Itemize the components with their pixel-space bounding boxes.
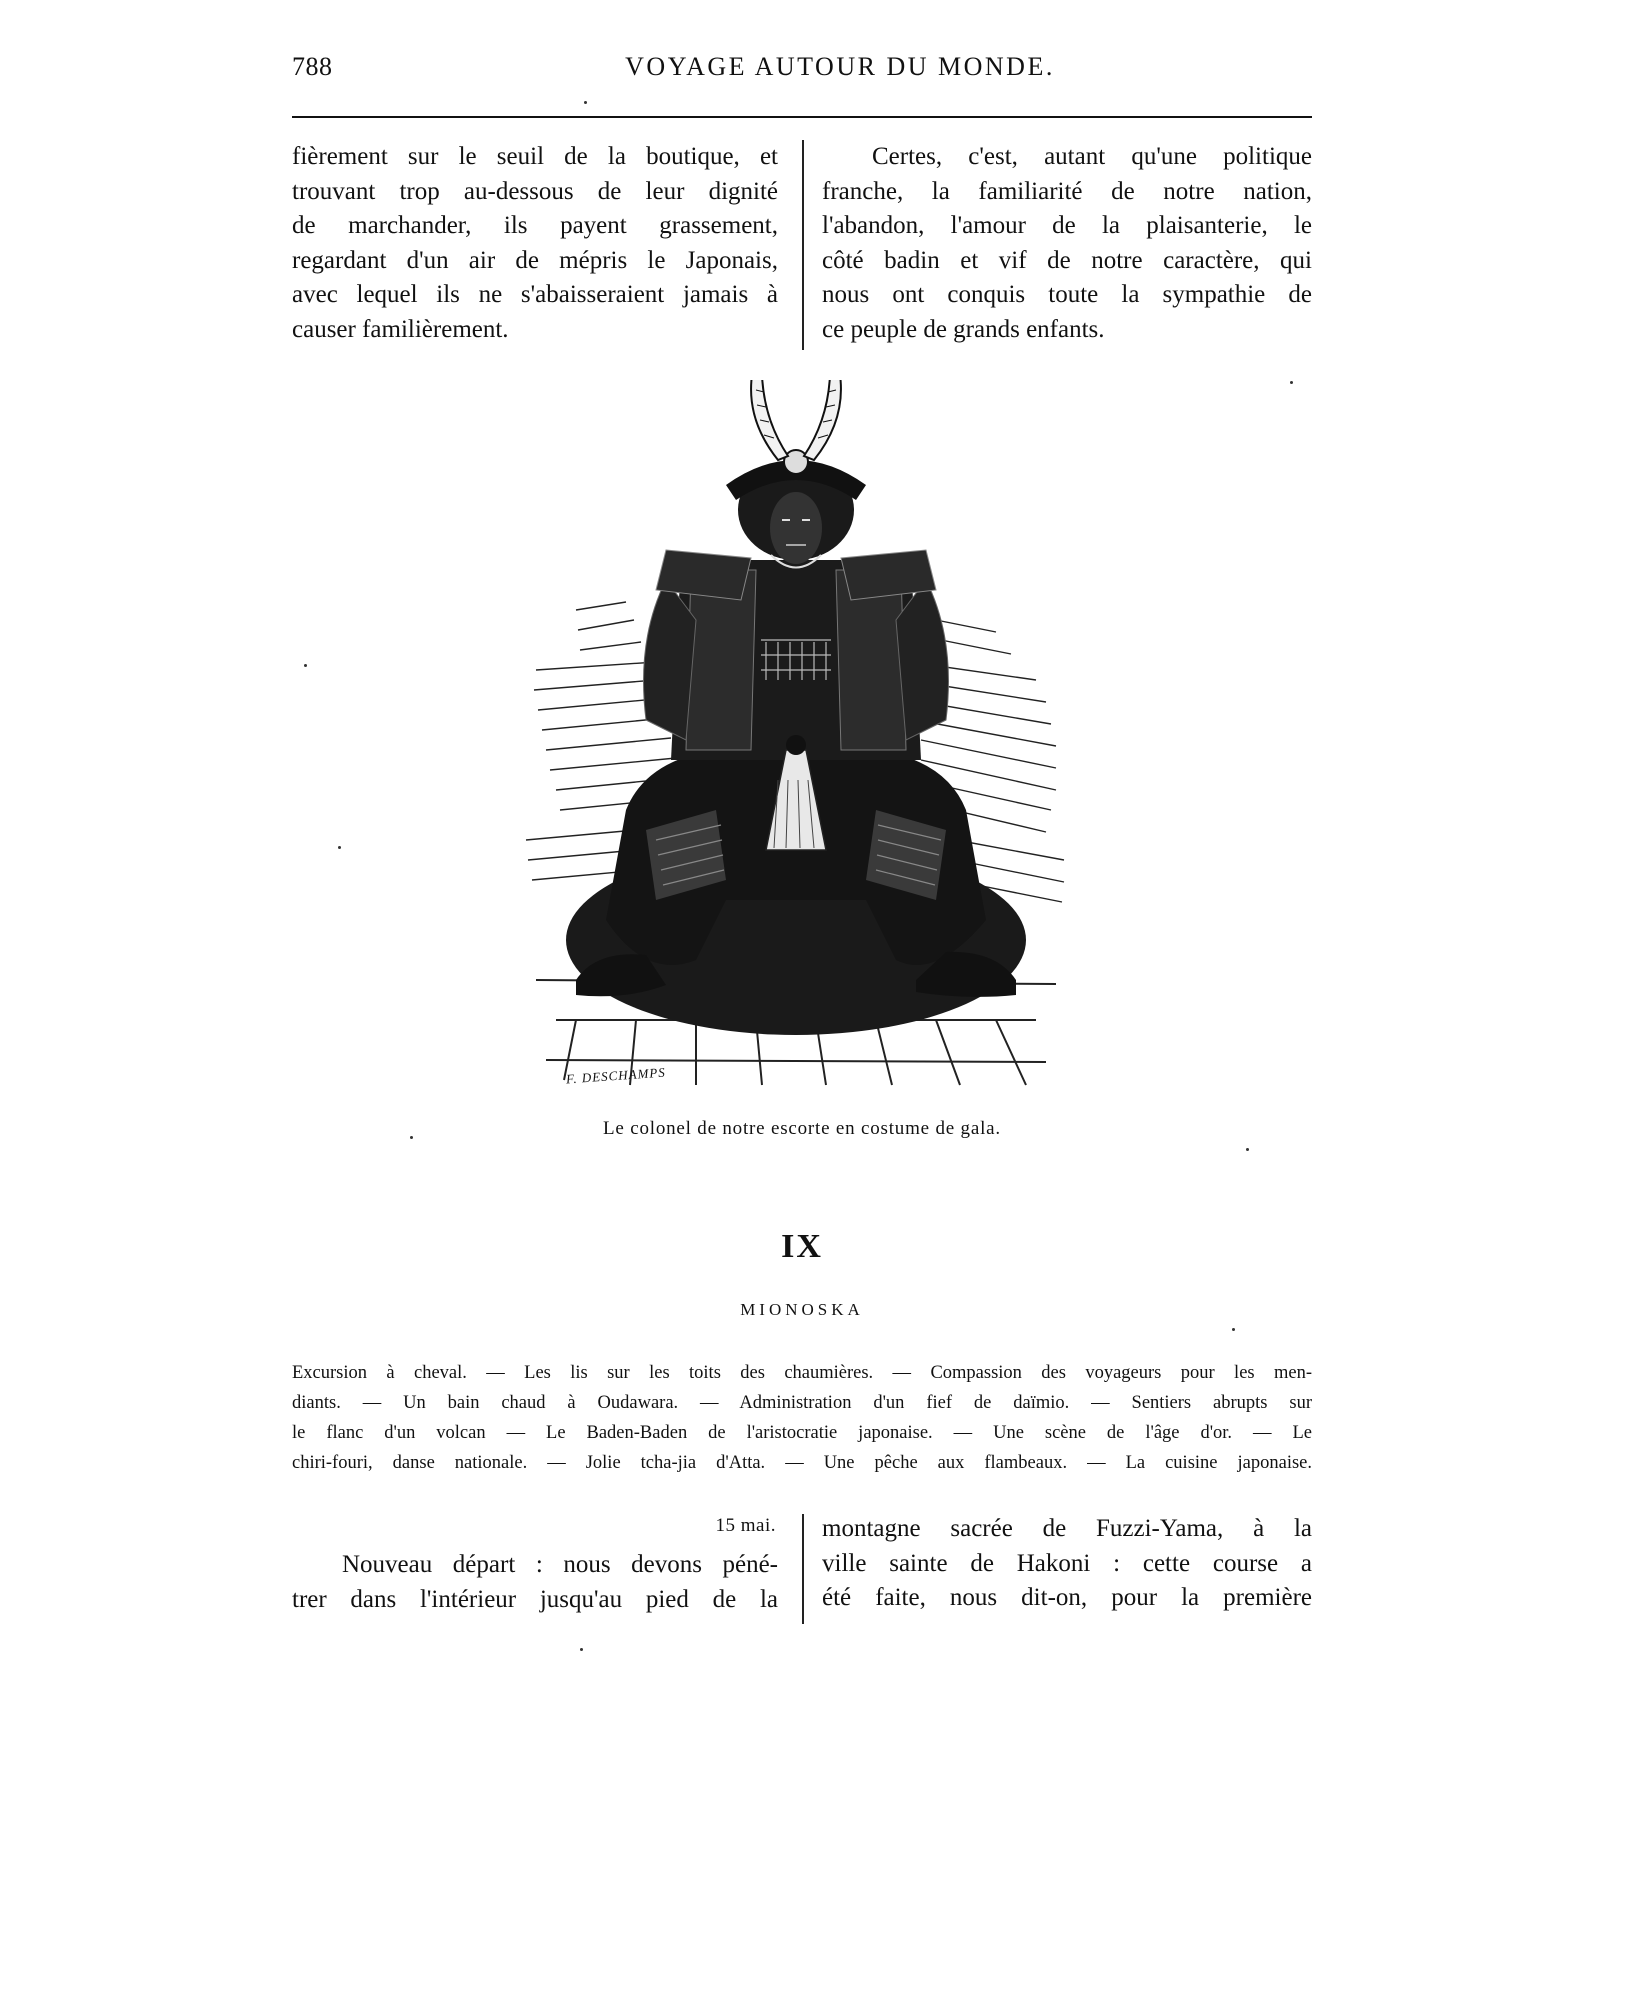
text-line: Certes, c'est, autant qu'une politique (872, 143, 1312, 170)
scan-speck (304, 664, 307, 667)
text-line: Nouveau départ : nous devons péné- (342, 1551, 778, 1578)
column-divider (802, 1514, 804, 1624)
summary-line: Excursion à cheval. — Les lis sur les toits des chaumières. — Compassion des voyageurs pour les men- (292, 1363, 1312, 1383)
summary-line: le flanc d'un volcan — Le Baden-Baden de l'aristocratie japonaise. — Une scène de l'âge d'or. — Le (292, 1423, 1312, 1443)
page-number: 788 (292, 52, 333, 81)
scan-speck (410, 1136, 413, 1139)
text-line: été faite, nous dit-on, pour la première (822, 1584, 1312, 1611)
chapter-summary (292, 1358, 1312, 1478)
text-line: fièrement sur le seuil de la boutique, et (292, 143, 778, 170)
scan-speck (584, 101, 587, 104)
scan-speck (1290, 381, 1293, 384)
text-line: causer familièrement. (292, 315, 509, 343)
text-line: regardant d'un air de mépris le Japonais, (292, 246, 778, 274)
text-line: nous ont conquis toute la sympathie de (822, 281, 1312, 308)
bottom-right-column (822, 1512, 1312, 1616)
text-line: avec lequel ils ne s'abaisseraient jamais à (292, 281, 778, 308)
chapter-number: IX (781, 1228, 823, 1265)
text-line: franche, la familiarité de notre nation, (822, 177, 1312, 205)
artist-signature: F. DESCHAMPS (565, 1064, 667, 1087)
text-line: de marchander, ils payent grassement, (292, 212, 778, 239)
bottom-left-column (292, 1548, 778, 1617)
summary-line: chiri-fouri, danse nationale. — Jolie tcha-jia d'Atta. — Une pêche aux flambeaux. — La cuisine japonaise. (292, 1453, 1312, 1473)
text-line: trouvant trop au-dessous de leur dignité (292, 177, 778, 205)
text-line: trer dans l'intérieur jusqu'au pied de la (292, 1585, 778, 1613)
top-left-column (292, 140, 778, 347)
chapter-title: MIONOSKA (740, 1300, 864, 1319)
scan-speck (338, 846, 341, 849)
scan-speck (580, 1648, 583, 1651)
text-line: l'abandon, l'amour de la plaisanterie, le (822, 212, 1312, 239)
figure-caption: Le colonel de notre escorte en costume de gala. (603, 1118, 1001, 1139)
header-rule (292, 116, 1312, 118)
scan-speck (1232, 1328, 1235, 1331)
scan-speck (1246, 1148, 1249, 1151)
samurai-illustration (516, 380, 1076, 1100)
column-divider (802, 140, 804, 350)
text-line: côté badin et vif de notre caractère, qui (822, 246, 1312, 274)
entry-date: 15 mai. (715, 1515, 776, 1536)
text-line: ville sainte de Hakoni : cette course a (822, 1549, 1312, 1577)
top-right-column (822, 140, 1312, 347)
summary-line: diants. — Un bain chaud à Oudawara. — Administration d'un fief de daïmio. — Sentiers abrupts sur (292, 1393, 1312, 1413)
text-line: ce peuple de grands enfants. (822, 315, 1105, 343)
text-line: montagne sacrée de Fuzzi-Yama, à la (822, 1515, 1312, 1542)
running-title: VOYAGE AUTOUR DU MONDE. (625, 52, 1055, 81)
